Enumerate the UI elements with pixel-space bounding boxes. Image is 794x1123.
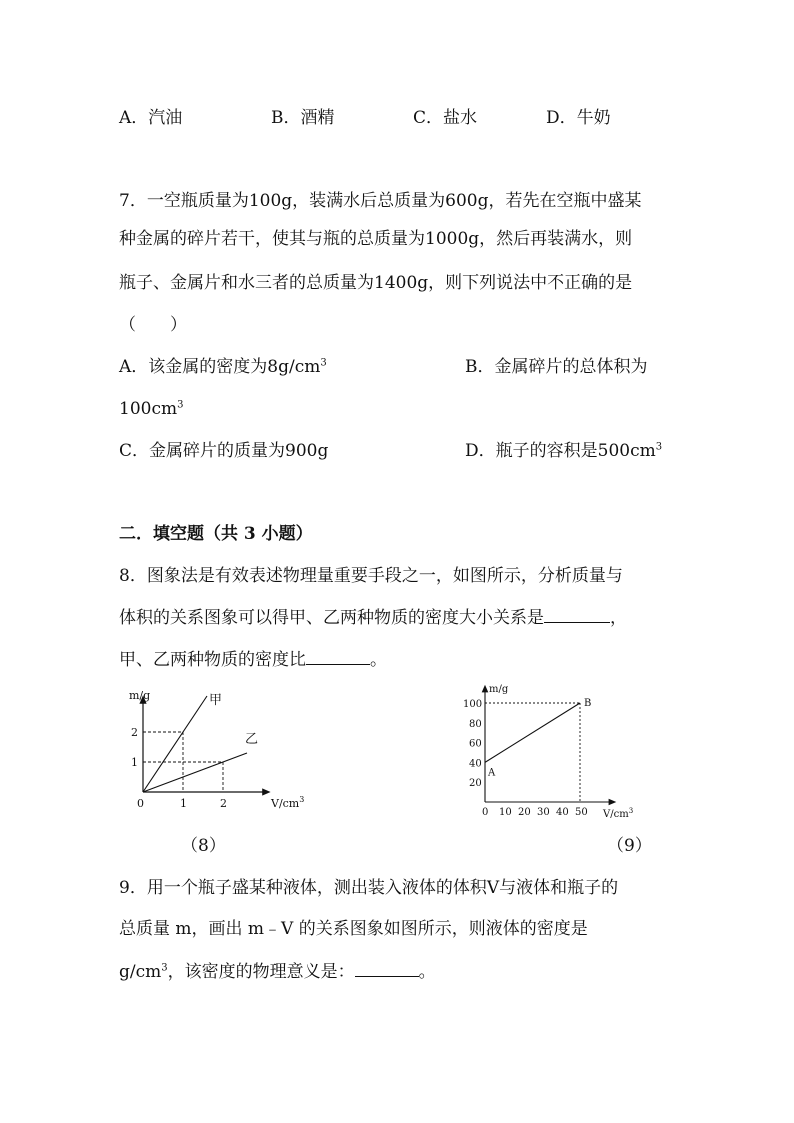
answer-blank[interactable] [355, 960, 419, 977]
series-label-jia: 甲 [209, 693, 223, 708]
y-tick-label: 1 [131, 756, 138, 769]
q8-line-2: 体积的关系图象可以得甲、乙两种物质的密度大小关系是 ， [119, 608, 627, 628]
x-tick-label: 2 [220, 797, 227, 810]
series-line [485, 703, 580, 762]
figure-9-caption: （9） [607, 836, 652, 856]
axis-label-x: $V/cm^3$ [603, 807, 634, 820]
origin-label: 0 [137, 797, 144, 810]
y-tick-label: 2 [131, 726, 138, 739]
q8-line-1: 8．图象法是有效表述物理量重要手段之一，如图所示，分析质量与 [119, 566, 623, 586]
q6-option-d: D．牛奶 [546, 108, 611, 128]
series-line-yi [143, 753, 247, 792]
q7-line-3: 瓶子、金属片和水三者的总质量为1400g，则下列说法中不正确的是 [119, 273, 633, 293]
q7-option-b: B．金属碎片的总体积为 [465, 357, 648, 377]
answer-blank[interactable] [544, 606, 610, 623]
figure-9-chart [455, 680, 645, 825]
y-tick-label: 100 [463, 699, 483, 710]
answer-blank[interactable] [306, 648, 370, 665]
x-tick-label: 40 [556, 807, 569, 818]
q7-line-2: 种金属的碎片若干，使其与瓶的总质量为1000g，然后再装满水，则 [119, 229, 633, 249]
x-tick-label: 20 [518, 807, 531, 818]
q7-option-a: A．该金属的密度为$8g/cm^3$ [119, 357, 327, 377]
q7-option-b-continued: $100cm^3$ [119, 399, 184, 419]
y-tick-label: 40 [469, 758, 482, 770]
point-label-b: B [584, 698, 592, 709]
axis-label-y: m/g [129, 689, 151, 702]
q9-line-1: 9．用一个瓶子盛某种液体，测出装入液体的体积V与液体和瓶子的 [119, 878, 619, 898]
q9-line-3: $g/cm^3$，该密度的物理意义是： 。 [119, 962, 436, 982]
q8-line-3: 甲、乙两种物质的密度比 。 [119, 650, 387, 670]
x-tick-label: 0 [482, 807, 489, 818]
series-label-yi: 乙 [245, 732, 259, 747]
q7-line-4: （ ） [119, 315, 187, 335]
q6-option-c: C．盐水 [413, 108, 478, 128]
figure-8-chart [115, 685, 335, 820]
y-tick-label: 60 [469, 738, 482, 750]
x-tick-label: 30 [537, 807, 550, 818]
series-line-jia [143, 696, 207, 792]
figure-8-caption: （8） [181, 836, 226, 856]
point-label-a: A [488, 767, 496, 779]
x-tick-label: 50 [575, 807, 588, 818]
axis-label-y: m/g [489, 684, 509, 695]
y-tick-label: 20 [469, 778, 482, 790]
section-2-heading: 二．填空题（共 3 小题） [119, 524, 313, 544]
q7-option-c: C．金属碎片的质量为900g [119, 441, 329, 461]
q9-line-2: 总质量 m，画出 m﹣V 的关系图象如图所示，则液体的密度是 [119, 919, 588, 939]
q7-line-1: 7．一空瓶质量为100g，装满水后总质量为600g，若先在空瓶中盛某 [119, 191, 642, 211]
q6-option-a: A．汽油 [119, 108, 183, 128]
x-tick-label: 1 [180, 797, 187, 810]
q6-option-b: B．酒精 [271, 108, 335, 128]
x-tick-label: 10 [499, 807, 512, 818]
axis-label-x: $V/cm^3$ [271, 795, 305, 810]
y-tick-label: 80 [469, 718, 482, 730]
q7-option-d: D．瓶子的容积是$500cm^3$ [465, 441, 663, 461]
